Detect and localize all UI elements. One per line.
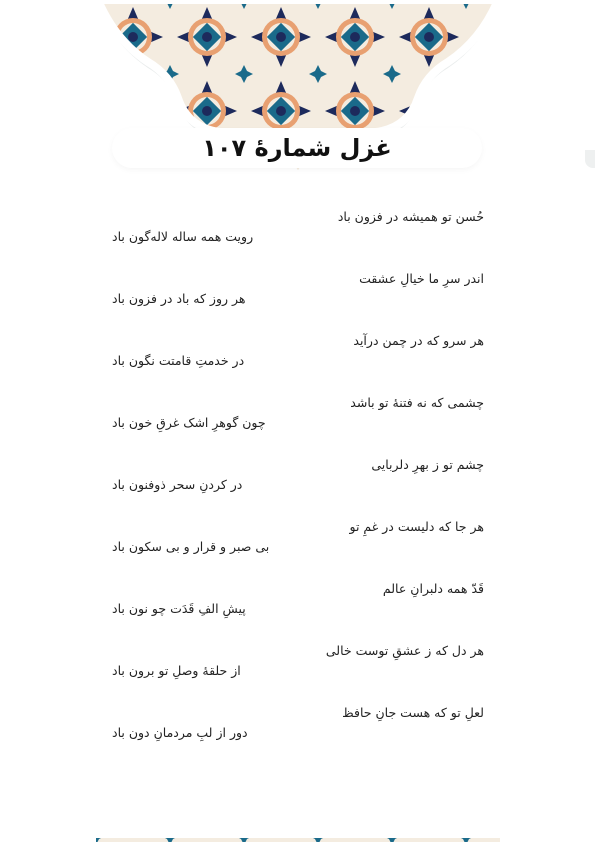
bottom-ornament-strip xyxy=(96,836,500,842)
first-hemistich: هر سرو که در چمن درآید xyxy=(353,333,484,348)
couplet xyxy=(112,200,484,262)
couplet xyxy=(112,572,484,634)
couplet xyxy=(112,510,484,572)
second-hemistich: دور از لبِ مردمانِ دون باد xyxy=(112,725,248,740)
couplet xyxy=(112,696,484,758)
second-hemistich: در خدمتِ قامتت نگون باد xyxy=(112,353,245,368)
poem-title: غزل شمارهٔ ۱۰۷ xyxy=(202,134,392,162)
first-hemistich: چشمی که نه فتنهٔ تو باشد xyxy=(350,395,484,410)
second-hemistich: بی صبر و قرار و بی سکون باد xyxy=(112,539,270,554)
couplet xyxy=(112,324,484,386)
second-hemistich: از حلقهٔ وصلِ تو برون باد xyxy=(112,663,241,678)
couplet xyxy=(112,262,484,324)
first-hemistich: هر دل که ز عشقِ توست خالی xyxy=(325,643,484,658)
first-hemistich: چشم تو ز بهرِ دلربایی xyxy=(371,457,484,472)
first-hemistich: لعلِ تو که هست جانِ حافظ xyxy=(342,705,484,720)
first-hemistich: هر جا که دلیست در غمِ تو xyxy=(349,519,484,534)
couplet xyxy=(112,386,484,448)
second-hemistich: در کردنِ سحر ذوفنون باد xyxy=(112,477,243,492)
first-hemistich: قَدّ همه دلبرانِ عالم xyxy=(382,581,484,596)
second-hemistich: چون گوهرِ اشک غرقِ خون باد xyxy=(112,415,266,430)
first-hemistich: حُسن تو همیشه در فزون باد xyxy=(337,209,484,224)
page-edge-tab xyxy=(585,150,595,168)
couplet xyxy=(112,448,484,510)
couplet xyxy=(112,634,484,696)
second-hemistich: رویت همه ساله لاله‌گون باد xyxy=(112,229,254,244)
first-hemistich: اندر سرِ ما خیالِ عشقت xyxy=(359,271,484,286)
second-hemistich: هر روز که باد در فزون باد xyxy=(112,291,246,306)
second-hemistich: پیشِ الفِ قَدَت چو نون باد xyxy=(112,601,246,616)
poem-body xyxy=(112,200,484,758)
